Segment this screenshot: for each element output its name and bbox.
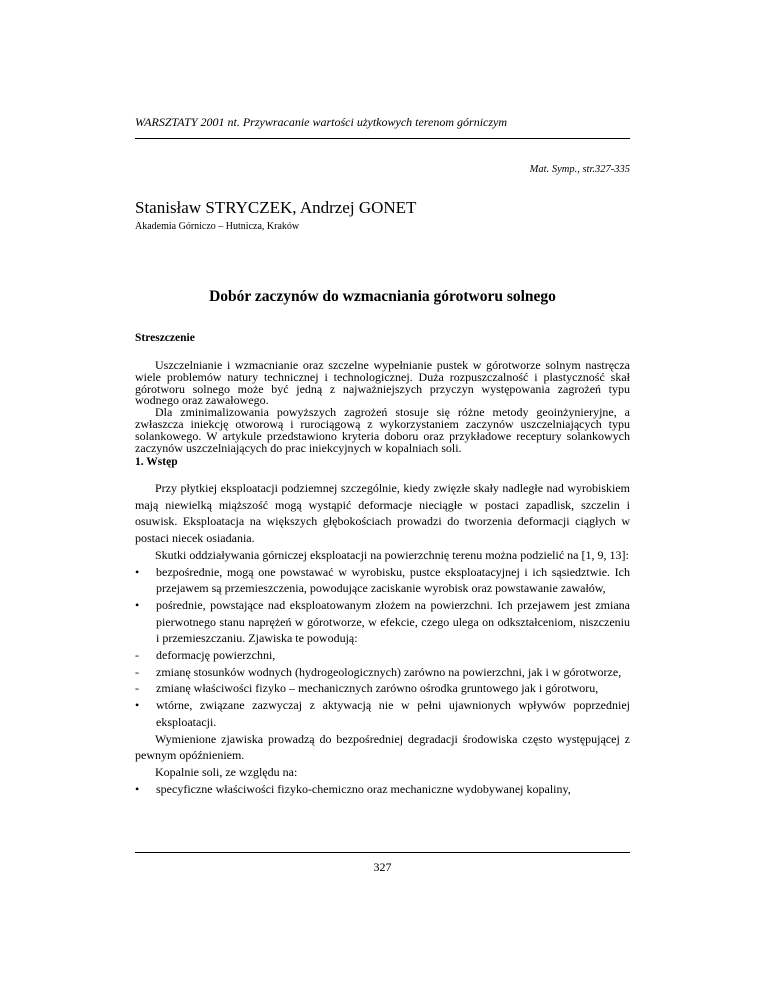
dash-text: zmianę właściwości fizyko – mechanicznych zarówno ośrodka gruntowego jak i górotworu, <box>156 681 599 696</box>
abstract-heading: Streszczenie <box>135 332 195 344</box>
header-rule <box>135 138 630 139</box>
body-paragraph: Wymienione zjawiska prowadzą do bezpośredniej degradacji środowiska często występującej z pewnym opóźnieniem. <box>135 731 630 763</box>
affiliation: Akademia Górniczo – Hutnicza, Kraków <box>135 221 300 232</box>
bullet-text: pośrednie, powstające nad eksploatowanym złożem na powierzchni. Ich przejawem jest zmiana pierwotnego stanu naprężeń w górotworze, w efekcie, czego ulega on odkształceniom, niszczeniu i przemieszczaniu. Zjawiska te powodują: <box>156 597 630 646</box>
footer-rule <box>135 852 630 853</box>
bullet-text: wtórne, związane zazwyczaj z aktywacją nie w pełni ujawnionych wpływów poprzedniej eksploatacji. <box>156 698 630 729</box>
dash-icon: - <box>135 681 139 696</box>
bullet-item <box>135 597 630 647</box>
paper-title: Dobór zaczynów do wzmacniania górotworu solnego <box>209 288 556 305</box>
dash-icon: - <box>135 664 139 679</box>
body-paragraph: Przy płytkiej eksploatacji podziemnej szczególnie, kiedy zwięzłe skały nadległe nad wyrobiskiem mają niewielką miąższość mogą wystąpić deformacje nieciągłe w postaci zapadlisk, szczelin i osuwisk. Eksploatacja na większych głębokościach prowadzi do tworzenia deformacji ciągłych w postaci niecek osiadania. <box>135 481 630 546</box>
bullet-item <box>135 697 630 730</box>
bullet-text: bezpośrednie, mogą one powstawać w wyrobisku, pustce eksploatacyjnej i ich sąsiedztwie. Ich przejawem są przemieszczenia, powodujące zaciskanie wyrobisk oraz powstawanie zawałów, <box>156 564 630 596</box>
page-number: 327 <box>373 860 392 874</box>
bullet-text: specyficzne właściwości fizyko-chemiczno oraz mechaniczne wydobywanej kopaliny, <box>156 781 571 796</box>
dash-item <box>135 664 630 681</box>
dash-item <box>135 647 630 664</box>
bullet-icon: • <box>135 597 140 612</box>
dash-item <box>135 680 630 697</box>
dash-text: deformację powierzchni, <box>156 648 276 663</box>
dash-text: zmianę stosunków wodnych (hydrogeologicznych) zarówno na powierzchni, jak i w górotworze, <box>156 664 622 679</box>
abstract-paragraph: Dla zminimalizowania powyższych zagrożeń stosuje się różne metody geoinżynieryjne, a zwłaszcza iniekcję otworową i rurociągową z wykorzystaniem zaczynów uszczelniających typu solankowego. W artykule przedstawiono kryteria doboru oraz przykładowe receptury solankowych zaczynów uszczelniających do prac iniekcyjnych w kopalniach soli. <box>135 405 630 455</box>
section-body <box>135 480 630 797</box>
bullet-item <box>135 781 630 798</box>
section-heading: 1. Wstęp <box>135 456 178 468</box>
abstract-paragraph: Uszczelnianie i wzmacnianie oraz szczelne wypełnianie pustek w górotworze solnym nastręcza wiele problemów natury technicznej i technologicznej. Duża rozpuszczalność i plastyczność skał górotworu solnego może być jedną z najważniejszych przyczyn występowania zagrożeń typu wodnego oraz zawałowego. <box>135 358 630 408</box>
source-citation: Mat. Symp., str.327-335 <box>529 164 630 175</box>
bullet-icon: • <box>135 564 140 579</box>
bullet-icon: • <box>135 698 140 713</box>
abstract-body <box>135 360 630 454</box>
dash-icon: - <box>135 648 139 663</box>
running-header: WARSZTATY 2001 nt. Przywracanie wartości użytkowych terenom górniczym <box>135 115 508 129</box>
authors: Stanisław STRYCZEK, Andrzej GONET <box>135 198 417 217</box>
body-paragraph: Skutki oddziaływania górniczej eksploatacji na powierzchnię terenu można podzielić na [1, 9, 13]: <box>155 547 629 562</box>
bullet-item <box>135 564 630 597</box>
body-paragraph: Kopalnie soli, ze względu na: <box>155 764 298 779</box>
bullet-icon: • <box>135 781 140 796</box>
